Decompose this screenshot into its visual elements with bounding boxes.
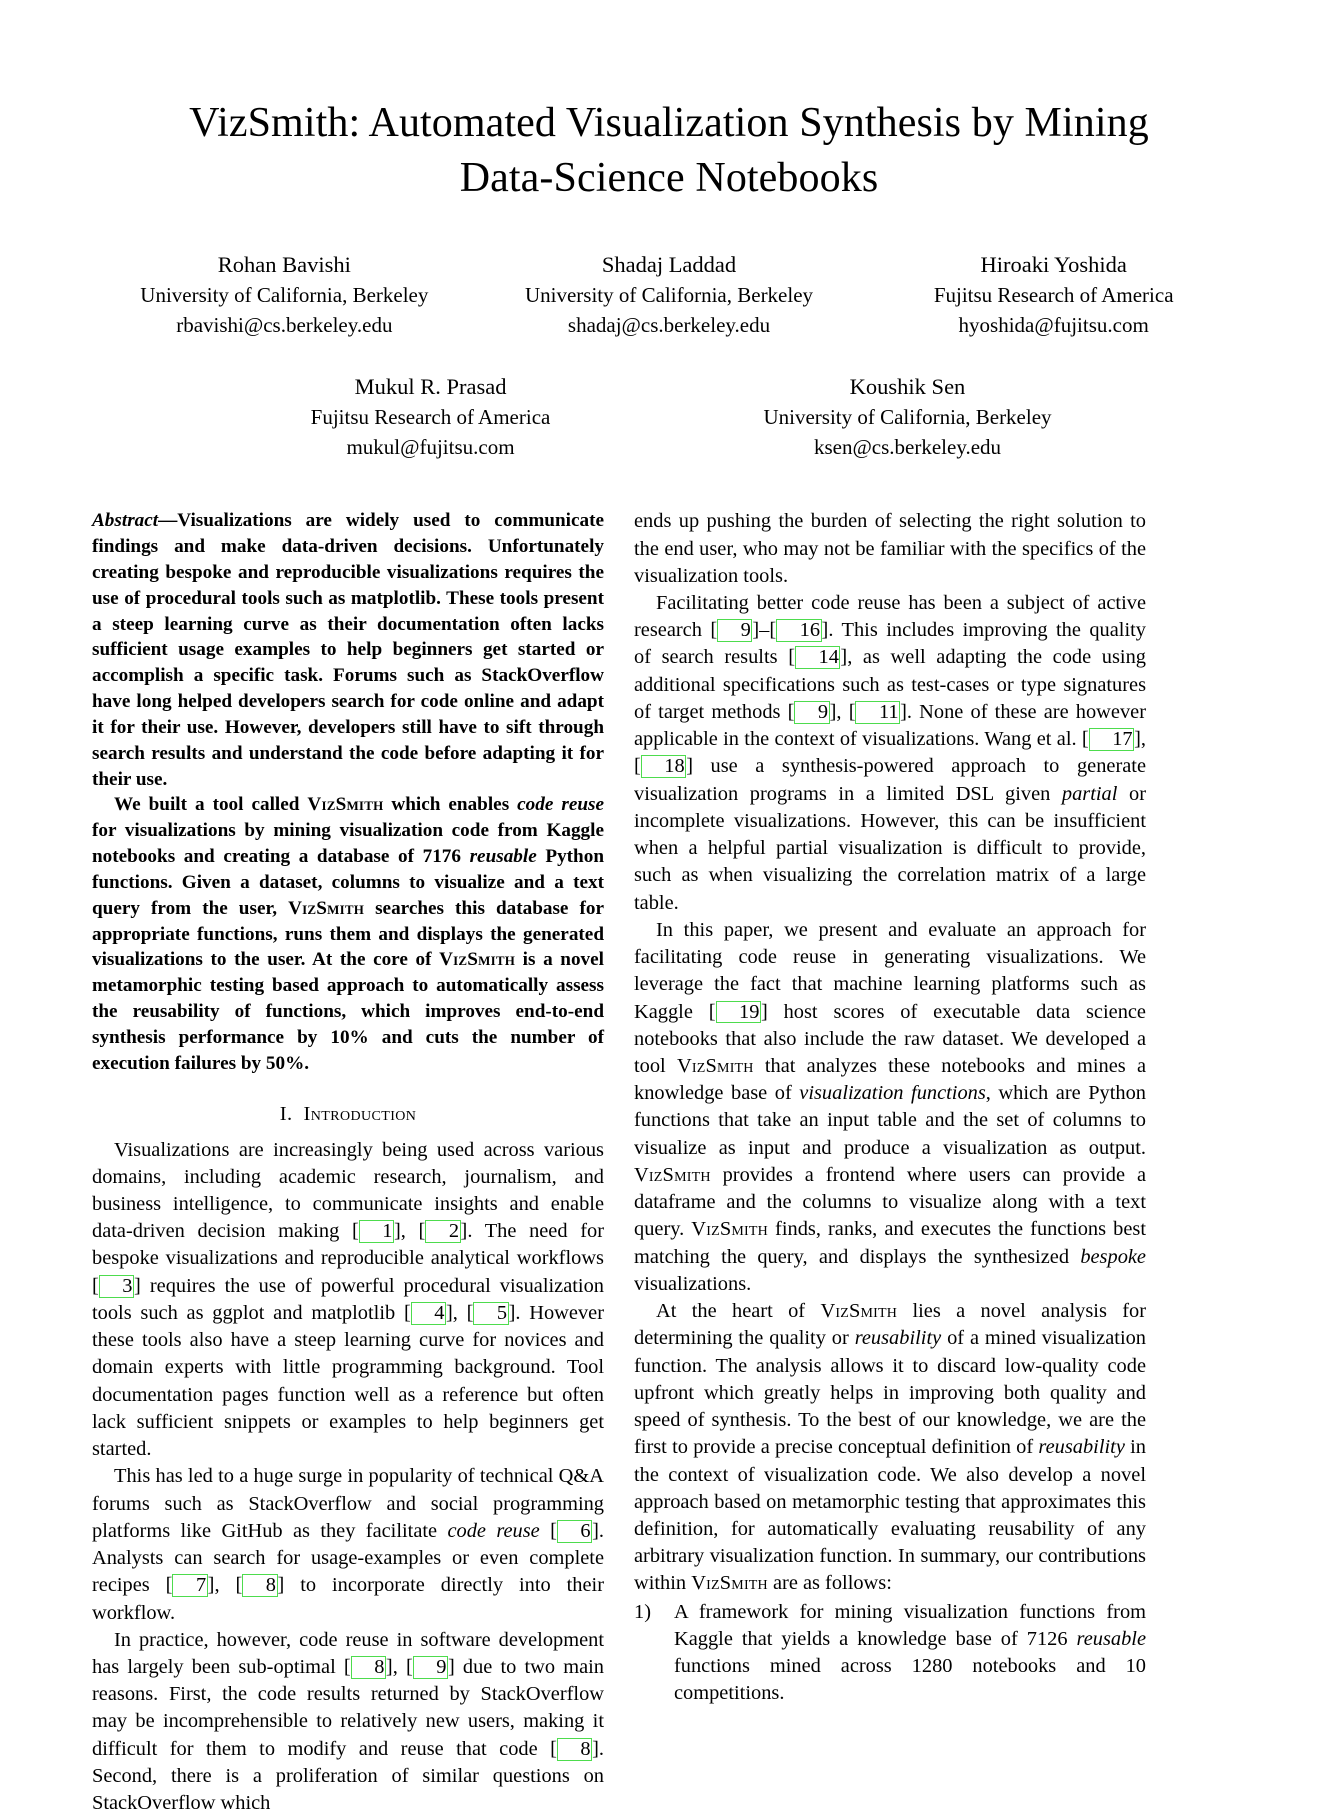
citation-range-dash: – bbox=[759, 619, 770, 642]
abstract-text-2b: which enables bbox=[383, 794, 518, 816]
contributions-list bbox=[634, 1599, 1146, 1708]
text-run: host scores of executable data science notebooks that also include the raw dataset. We developed a tool bbox=[634, 1000, 1146, 1077]
tool-name-vizsmith: VizSmith bbox=[307, 794, 384, 816]
text-run: , bbox=[400, 1220, 419, 1243]
tool-name-vizsmith: VizSmith bbox=[691, 1218, 768, 1241]
text-run: requires the use of powerful procedural visualization tools such as ggplot and matplotlib bbox=[92, 1274, 604, 1324]
text-run: , bbox=[1140, 728, 1146, 751]
author-email[interactable]: shadaj@cs.berkeley.edu bbox=[567, 312, 771, 337]
citation-link[interactable]: 5 bbox=[473, 1302, 508, 1325]
emph-reusability: reusability bbox=[854, 1327, 942, 1350]
list-item-text bbox=[674, 1599, 1146, 1708]
text-run: visualizations. bbox=[634, 1272, 752, 1295]
citation-link[interactable]: 8 bbox=[242, 1574, 277, 1597]
citation-link[interactable]: 8 bbox=[351, 1656, 386, 1679]
text-run: A framework for mining visualization functions from Kaggle that yields a knowledge base of 7126 bbox=[674, 1600, 1146, 1650]
author-block bbox=[92, 249, 477, 341]
abstract-emph-code-reuse: code reuse bbox=[517, 794, 604, 816]
abstract-text-2d: Python functions. Given a dataset, columns to visualize and a text query from the user, bbox=[92, 846, 604, 919]
text-run: , which are Python functions that take an input table and the set of columns to visualize as input and produce a visualization as output. bbox=[634, 1082, 1146, 1159]
left-paragraph-3: In practice, however, code reuse in software development has largely been sub-optimal [ 8], [ 9] due to two main reasons. First, the code results returned by StackOverflow may be incomprehensible to relatively new users, making it difficult for them to modify and reuse that code [ 8]. Second, there is a proliferation of similar questions on StackOverflow which bbox=[92, 1628, 604, 1815]
author-affiliation: Fujitsu Research of America bbox=[310, 404, 551, 429]
citation-link[interactable]: 17 bbox=[1089, 728, 1134, 751]
author-name: Shadaj Laddad bbox=[601, 252, 737, 278]
right-paragraph-2: Facilitating better code reuse has been a subject of active research [ 9]–[ 16]. This includes improving the quality of search results [ 14], as well adapting the code using additional specifications such as test-cases or type signatures of target methods [ 9], [ 11]. None of these are however applicable in the context of visualizations. Wang et al. [ 17], [ 18] use a synthesis-powered approach to generate visualization programs in a limited DSL given partial or incomplete visualizations. However, this can be insufficient when a helpful partial visualization is difficult to provide, such as when visualizing the correlation matrix of a large table. bbox=[634, 592, 1146, 914]
citation-link[interactable]: 16 bbox=[776, 619, 821, 642]
right-column bbox=[634, 508, 1146, 1817]
emph-reusable: reusable bbox=[1076, 1627, 1146, 1650]
citation-link[interactable]: 9 bbox=[794, 701, 829, 724]
text-run: . None of these are however applicable in the context of visualizations. Wang et al. bbox=[634, 700, 1146, 751]
abstract-text-2e: searches this database for appropriate functions, runs them and displays the generated visualizations to the user. At the core of bbox=[92, 897, 604, 971]
text-run: due to two main reasons. First, the code results returned by StackOverflow may be incomprehensible to relatively new users, making it difficult for them to modify and reuse that code bbox=[92, 1655, 604, 1760]
authors-row-1 bbox=[92, 249, 1246, 341]
page-title: VizSmith: Automated Visualization Synthesis by Mining Data-Science Notebooks bbox=[189, 100, 1149, 201]
abstract-dash: — bbox=[158, 510, 178, 532]
citation-link[interactable]: 6 bbox=[557, 1520, 592, 1543]
text-run: . Second, there is a proliferation of similar questions on StackOverflow which bbox=[92, 1737, 604, 1815]
section-numeral: I. bbox=[279, 1102, 293, 1125]
text-run: Visualizations are increasingly being used across various domains, including academic research, journalism, and business intelligence, to communicate insights and enable data-driven decision making bbox=[92, 1138, 604, 1243]
authors-row-2 bbox=[92, 371, 1246, 463]
text-run: are as follows: bbox=[767, 1572, 892, 1595]
citation-link[interactable]: 18 bbox=[641, 755, 686, 778]
abstract-label: Abstract bbox=[92, 510, 159, 532]
left-column bbox=[92, 508, 604, 1817]
tool-name-vizsmith: VizSmith bbox=[820, 1300, 898, 1323]
text-run: lies a novel analysis for determining the quality or bbox=[634, 1300, 1147, 1350]
list-item-marker: 1) bbox=[634, 1600, 651, 1623]
text-run: provides a frontend where users can provide a dataframe and the columns to visualize along with a text query. bbox=[634, 1163, 1146, 1241]
text-run: or incomplete visualizations. However, this can be insufficient when a helpful partial visualization is difficult to provide, such as when visualizing the correlation matrix of a large table. bbox=[634, 782, 1146, 914]
author-email[interactable]: hyoshida@fujitsu.com bbox=[958, 312, 1149, 337]
text-run: finds, ranks, and executes the functions best matching the query, and displays the synthesized bbox=[634, 1218, 1146, 1268]
author-block bbox=[861, 249, 1246, 341]
text-run: , as well adapting the code using additional specifications such as test-cases or type signatures of target methods bbox=[634, 646, 1146, 723]
author-affiliation: University of California, Berkeley bbox=[140, 283, 429, 308]
two-column-body bbox=[92, 508, 1246, 1817]
tool-name-vizsmith: VizSmith bbox=[288, 897, 365, 919]
emph-bespoke: bespoke bbox=[1080, 1245, 1146, 1268]
section-title: Introduction bbox=[303, 1102, 417, 1125]
left-paragraph-1: Visualizations are increasingly being used across various domains, including academic research, journalism, and business intelligence, to communicate insights and enable data-driven decision making [ 1], [ 2]. The need for bespoke visualizations and reproducible analytical workflows [ 3] requires the use of powerful procedural visualization tools such as ggplot and matplotlib [ 4], [ 5]. However these tools also have a steep learning curve for novices and domain experts with little programming background. Tool documentation pages function well as a reference but often lack sufficient snippets or examples to help beginners get started. bbox=[92, 1138, 604, 1461]
emph-code-reuse: code reuse bbox=[447, 1519, 540, 1542]
text-run bbox=[540, 1520, 550, 1542]
author-block bbox=[477, 249, 862, 341]
text-run: use a synthesis-powered approach to generate visualization programs in a limited DSL given bbox=[634, 755, 1146, 805]
author-block bbox=[669, 371, 1146, 463]
emph-visualization-functions: visualization functions bbox=[799, 1082, 986, 1105]
author-name: Hiroaki Yoshida bbox=[980, 252, 1127, 278]
abstract-text-2a: We built a tool called bbox=[114, 794, 308, 816]
right-paragraph-3: In this paper, we present and evaluate an approach for facilitating code reuse in generating visualizations. We leverage the fact that machine learning platforms such as Kaggle [ 19] host scores of executable data science notebooks that also include the raw dataset. We developed a tool VizSmith that analyzes these notebooks and mines a knowledge base of visualization functions, which are Python functions that take an input table and the set of columns to visualize as input and produce a visualization as output. VizSmith provides a frontend where users can provide a dataframe and the columns to visualize along with a text query. VizSmith finds, ranks, and executes the functions best matching the query, and displays the synthesized bespoke visualizations. bbox=[634, 918, 1146, 1295]
citation-link[interactable]: 19 bbox=[716, 1001, 761, 1024]
abstract-text-2c: for visualizations by mining visualization code from Kaggle notebooks and creating a database of 7176 bbox=[92, 820, 604, 868]
list-item bbox=[634, 1599, 1146, 1708]
author-name: Mukul R. Prasad bbox=[354, 373, 507, 399]
abstract-text-1: Visualizations are widely used to communicate findings and make data-driven decisions. Unfortunately creating bespoke and reproducible visualizations requires the use of procedural tools such as matplotlib. These tools present a steep learning curve as their documentation often lacks sufficient usage examples to help beginners get started or accomplish a specific task. Forums such as StackOverflow have long helped developers search for code online and adapt it for their use. However, developers still have to sift through search results and understand the code before adapting it for their use. bbox=[92, 510, 604, 790]
section-heading-introduction bbox=[92, 1103, 604, 1126]
text-run: , bbox=[452, 1301, 467, 1324]
abstract-text-2f: is a novel metamorphic testing based approach to automatically assess the reusability of functions, which improves end-to-end synthesis performance by 10% and cuts the number of execution failures by 50%. bbox=[92, 949, 604, 1074]
author-affiliation: Fujitsu Research of America bbox=[933, 283, 1174, 308]
citation-link[interactable]: 3 bbox=[99, 1275, 134, 1298]
citation-link[interactable]: 1 bbox=[359, 1220, 394, 1243]
citation-link[interactable]: 11 bbox=[855, 701, 900, 724]
abstract-paragraph-2 bbox=[92, 792, 604, 1076]
citation-link[interactable]: 9 bbox=[717, 619, 752, 642]
emph-partial: partial bbox=[1061, 782, 1118, 805]
text-run: functions mined across 1280 notebooks and 10 competitions. bbox=[674, 1655, 1146, 1705]
text-run: In practice, however, code reuse in software development has largely been sub-optimal bbox=[92, 1628, 604, 1678]
text-run: . However these tools also have a steep learning curve for novices and domain experts with little programming background. Tool documentation pages function well as a reference but often lack sufficient snippets or examples to help beginners get started. bbox=[92, 1301, 604, 1461]
citation-link[interactable]: 2 bbox=[425, 1220, 460, 1243]
author-affiliation: University of California, Berkeley bbox=[524, 283, 814, 308]
right-paragraph-1: ends up pushing the burden of selecting the right solution to the end user, who may not be familiar with the specifics of the visualization tools. bbox=[634, 510, 1146, 587]
citation-link[interactable]: 8 bbox=[557, 1738, 592, 1761]
abstract-emph-reusable: reusable bbox=[469, 846, 537, 868]
right-paragraph-4 bbox=[634, 1298, 1146, 1598]
text-run: At the heart of bbox=[656, 1300, 821, 1323]
text-run: . Analysts can search for usage-examples or even complete recipes bbox=[92, 1519, 604, 1597]
citation-link[interactable]: 9 bbox=[413, 1656, 448, 1679]
text-run: that analyzes these notebooks and mines a knowledge base of bbox=[634, 1055, 1146, 1105]
tool-name-vizsmith: VizSmith bbox=[676, 1055, 754, 1077]
citation-link[interactable]: 7 bbox=[172, 1574, 207, 1597]
text-run: In this paper, we present and evaluate an approach for facilitating code reuse in generating visualizations. We leverage the fact that machine learning platforms such as Kaggle bbox=[634, 918, 1146, 1023]
author-name: Rohan Bavishi bbox=[217, 252, 351, 278]
text-run: , bbox=[836, 700, 849, 723]
text-run: Facilitating better code reuse has been a subject of active research bbox=[634, 592, 1146, 642]
author-email[interactable]: rbavishi@cs.berkeley.edu bbox=[176, 312, 393, 337]
tool-name-vizsmith: VizSmith bbox=[439, 949, 516, 971]
author-block bbox=[192, 371, 669, 463]
text-run: , bbox=[392, 1655, 406, 1678]
text-run: , bbox=[214, 1574, 236, 1597]
citation-link[interactable]: 4 bbox=[411, 1302, 446, 1325]
tool-name-vizsmith: VizSmith bbox=[634, 1163, 711, 1186]
author-affiliation: University of California, Berkeley bbox=[763, 404, 1052, 429]
text-run: . The need for bespoke visualizations and reproducible analytical workflows bbox=[92, 1220, 604, 1270]
author-name: Koushik Sen bbox=[849, 373, 966, 399]
author-email[interactable]: ksen@cs.berkeley.edu bbox=[813, 434, 1002, 459]
left-paragraph-2: This has led to a huge surge in popularity of technical Q&A forums such as StackOverflow and social programming platforms like GitHub as they facilitate code reuse [ 6]. Analysts can search for usage-examples or even complete recipes [ 7], [ 8] to incorporate directly into their workflow. bbox=[92, 1465, 604, 1624]
emph-reusability: reusability bbox=[1038, 1436, 1125, 1459]
abstract-paragraph-1 bbox=[92, 508, 604, 792]
text-run: to incorporate directly into their workflow. bbox=[92, 1574, 604, 1624]
citation-link[interactable]: 14 bbox=[795, 646, 840, 669]
tool-name-vizsmith: VizSmith bbox=[691, 1572, 768, 1595]
author-email[interactable]: mukul@fujitsu.com bbox=[346, 434, 515, 459]
text-run: This has led to a huge surge in popularity of technical Q&A forums such as StackOverflow and social programming platforms like GitHub as they facilitate bbox=[92, 1465, 604, 1542]
text-run: in the context of visualization code. We also develop a novel approach based on metamorphic testing that approximates this definition, for automatically evaluating reusability of any arbitrary visualization function. In summary, our contributions within bbox=[634, 1436, 1146, 1595]
text-run: . This includes improving the quality of search results bbox=[634, 619, 1146, 669]
text-run: of a mined visualization function. The analysis allows it to discard low-quality code upfront which greatly helps in improving both quality and speed of synthesis. To the best of our knowledge, we are the first to provide a precise conceptual definition of bbox=[634, 1327, 1147, 1459]
